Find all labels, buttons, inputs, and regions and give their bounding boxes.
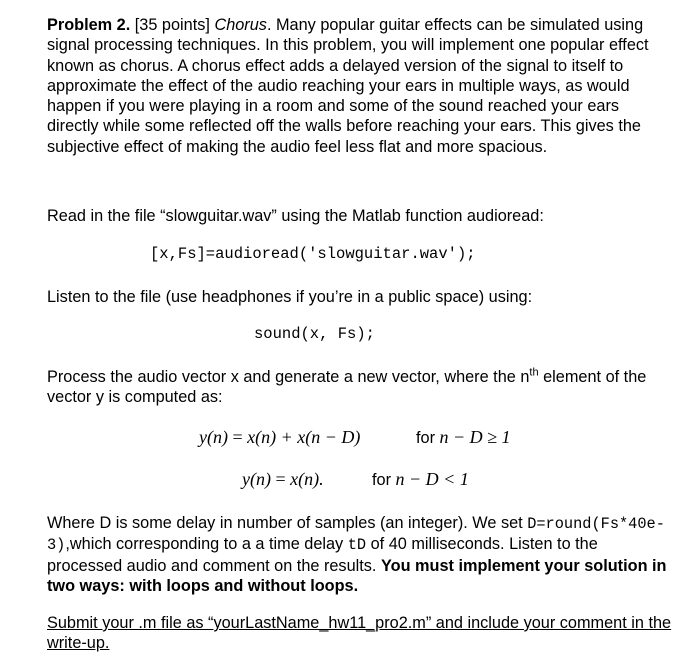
problem-intro [47,15,672,157]
where-text-2: ,which corresponding to a a time delay [65,535,348,554]
eq1-rhs: x(n) + x(n − D) [247,427,361,447]
submission-instruction: Submit your .m file as “yourLastName_hw11_pro2.m” and include your comment in the write-up. [47,614,672,653]
problem-intro-text: . Many popular guitar effects can be simulated using signal processing techniques. In this problem, you will implement one popular effect known as chorus. A chorus effect adds a delayed version of the signal to itself to approximate the effect of the audio reaching your ears in multiple ways, as would happen if you were playing in a room and some of the sound reached your ears directly while some reflected off the walls before reaching your ears. This gives the subjective effect of making the audio feel less flat and more spacious. [47,16,649,156]
process-superscript: th [529,366,539,379]
eq2-rhs: x(n). [290,469,324,489]
process-text-end: element of the vector y is computed as: [47,368,647,407]
read-code: [x,Fs]=audioread('slowguitar.wav'); [150,245,476,263]
eq1-cond: n − D ≥ 1 [439,427,511,447]
eq1-equals: = [227,427,248,447]
implementation-requirement: You must implement your solution in two ways: with loops and without loops. [47,556,667,595]
eq2-for: for [372,471,396,489]
equation-1 [199,427,360,448]
equation-2 [242,469,324,490]
read-instruction: Read in the file “slowguitar.wav” using the Matlab function audioread: [47,207,544,225]
eq2-cond: n − D < 1 [395,469,469,489]
eq2-lhs: y(n) [242,469,271,489]
process-text-start: Process the audio vector x and generate a new vector, where the n [47,368,530,386]
listen-instruction: Listen to the file (use headphones if you’re in a public space) using: [47,288,533,306]
problem-points: [35 points] [130,16,215,34]
eq2-equals: = [270,469,291,489]
time-delay-symbol: tD [347,536,367,555]
eq1-lhs: y(n) [199,427,228,447]
listen-code: sound(x, Fs); [254,325,375,343]
where-text-1: Where D is some delay in number of samples (an integer). We set [47,514,528,532]
problem-title: Chorus [214,16,267,34]
eq1-for: for [416,429,440,447]
delay-code: D=round(Fs*40e-3) [47,515,665,555]
problem-label: Problem 2. [47,16,131,34]
where-text-3: of 40 milliseconds. Listen to the processed audio and comment on the results. [47,535,598,575]
equation-2-condition [372,469,469,490]
process-instruction [47,367,672,408]
delay-description [47,513,672,596]
equation-1-condition [416,427,511,448]
